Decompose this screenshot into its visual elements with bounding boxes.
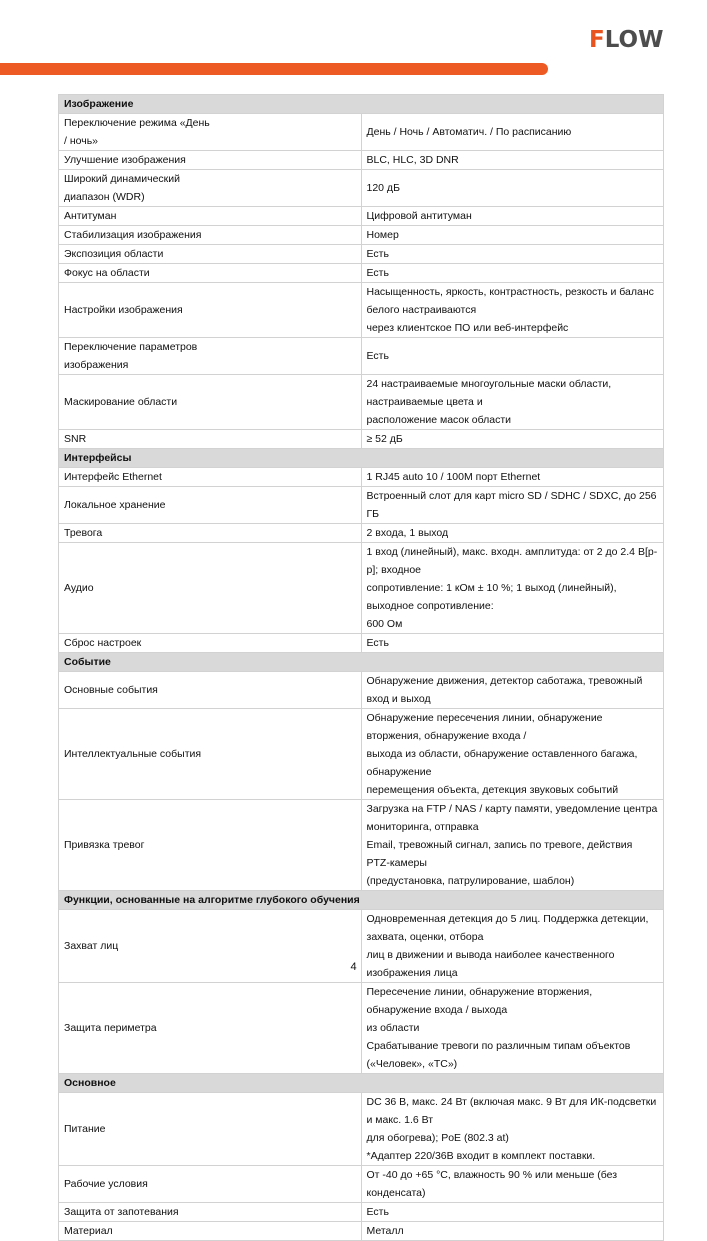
spec-row — [59, 114, 664, 151]
logo-accent-letter: F — [589, 27, 605, 53]
spec-value: 1 RJ45 auto 10 / 100M порт Ethernet — [361, 468, 664, 487]
section-header-row — [59, 95, 664, 114]
spec-value: Номер — [361, 226, 664, 245]
spec-row — [59, 1166, 664, 1203]
spec-row — [59, 1093, 664, 1166]
spec-value: Встроенный слот для карт micro SD / SDHC / SDXC, до 256 ГБ — [361, 487, 664, 524]
spec-value: Насыщенность, яркость, контрастность, резкость и баланс белого настраиваются через клиентское ПО или веб-интерфейс — [361, 283, 664, 338]
section-title: Событие — [59, 653, 664, 672]
section-title: Основное — [59, 1074, 664, 1093]
spec-label: Привязка тревог — [59, 800, 362, 891]
spec-row — [59, 983, 664, 1074]
spec-value: Обнаружение пересечения линии, обнаружение вторжения, обнаружение входа / выхода из области, обнаружение оставленного багажа, обнаружение перемещения объекта, детекция звуковых событий — [361, 709, 664, 800]
spec-value: От -40 до +65 °C, влажность 90 % или меньше (без конденсата) — [361, 1166, 664, 1203]
spec-value: Есть — [361, 1203, 664, 1222]
logo-rest: LOW — [604, 27, 664, 53]
spec-label: Переключение параметров изображения — [59, 338, 362, 375]
spec-value: Есть — [361, 264, 664, 283]
spec-value: Пересечение линии, обнаружение вторжения, обнаружение входа / выхода из области Срабатывание тревоги по различным типам объектов («Человек», «ТС») — [361, 983, 664, 1074]
spec-row — [59, 487, 664, 524]
spec-value: 120 дБ — [361, 170, 664, 207]
spec-row — [59, 800, 664, 891]
spec-value: Есть — [361, 338, 664, 375]
spec-value: Одновременная детекция до 5 лиц. Поддержка детекции, захвата, оценки, отбора лиц в движении и вывода наиболее качественного изображения лица — [361, 910, 664, 983]
spec-label: Рабочие условия — [59, 1166, 362, 1203]
spec-label: Основные события — [59, 672, 362, 709]
spec-label: Переключение режима «День / ночь» — [59, 114, 362, 151]
spec-value: BLC, HLC, 3D DNR — [361, 151, 664, 170]
spec-label: Широкий динамический диапазон (WDR) — [59, 170, 362, 207]
spec-label: Тревога — [59, 524, 362, 543]
spec-value: Есть — [361, 634, 664, 653]
spec-label: Антитуман — [59, 207, 362, 226]
spec-value: 1 вход (линейный), макс. входн. амплитуда: от 2 до 2.4 В[p-p]; входное сопротивление: 1 кОм ± 10 %; 1 выход (линейный), выходное сопротивление: 600 Ом — [361, 543, 664, 634]
spec-row — [59, 151, 664, 170]
spec-row — [59, 207, 664, 226]
spec-label: Защита периметра — [59, 983, 362, 1074]
spec-row — [59, 709, 664, 800]
spec-value: DC 36 В, макс. 24 Вт (включая макс. 9 Вт для ИК-подсветки и макс. 1.6 Вт для обогрева); PoE (802.3 at) *Адаптер 220/36В входит в комплект поставки. — [361, 1093, 664, 1166]
spec-label: Сброс настроек — [59, 634, 362, 653]
section-title: Функции, основанные на алгоритме глубокого обучения — [59, 891, 664, 910]
section-title: Интерфейсы — [59, 449, 664, 468]
page-number: 4 — [350, 961, 357, 973]
spec-row — [59, 264, 664, 283]
spec-label: Питание — [59, 1093, 362, 1166]
spec-row — [59, 634, 664, 653]
spec-label: Интерфейс Ethernet — [59, 468, 362, 487]
spec-value: Есть — [361, 245, 664, 264]
flow-logo — [589, 28, 679, 52]
spec-label: Экспозиция области — [59, 245, 362, 264]
section-header-row — [59, 653, 664, 672]
spec-row — [59, 1203, 664, 1222]
spec-value: ≥ 52 дБ — [361, 430, 664, 449]
spec-label: Стабилизация изображения — [59, 226, 362, 245]
spec-label: Захват лиц — [59, 910, 362, 983]
spec-row — [59, 524, 664, 543]
spec-row — [59, 468, 664, 487]
section-header-row — [59, 891, 664, 910]
section-header-row — [59, 1074, 664, 1093]
spec-row — [59, 338, 664, 375]
spec-row — [59, 226, 664, 245]
spec-label: Улучшение изображения — [59, 151, 362, 170]
spec-row — [59, 375, 664, 430]
spec-table — [58, 94, 664, 1241]
spec-row — [59, 1222, 664, 1241]
spec-row — [59, 283, 664, 338]
section-header-row — [59, 449, 664, 468]
section-title: Изображение — [59, 95, 664, 114]
spec-label: SNR — [59, 430, 362, 449]
spec-label: Аудио — [59, 543, 362, 634]
spec-row — [59, 430, 664, 449]
header-accent-bar — [0, 63, 548, 75]
spec-value: Металл — [361, 1222, 664, 1241]
spec-label: Локальное хранение — [59, 487, 362, 524]
spec-value: Загрузка на FTP / NAS / карту памяти, уведомление центра мониторинга, отправка Email, тревожный сигнал, запись по тревоге, действия PTZ-камеры (предустановка, патрулирование, шаблон) — [361, 800, 664, 891]
spec-value: Цифровой антитуман — [361, 207, 664, 226]
spec-table-body — [59, 95, 664, 1241]
spec-row — [59, 245, 664, 264]
spec-label: Интеллектуальные события — [59, 709, 362, 800]
spec-label: Материал — [59, 1222, 362, 1241]
spec-value: День / Ночь / Автоматич. / По расписанию — [361, 114, 664, 151]
spec-value: 24 настраиваемые многоугольные маски области, настраиваемые цвета и расположение масок области — [361, 375, 664, 430]
spec-value: 2 входа, 1 выход — [361, 524, 664, 543]
spec-label: Настройки изображения — [59, 283, 362, 338]
spec-row — [59, 170, 664, 207]
spec-label: Фокус на области — [59, 264, 362, 283]
spec-label: Защита от запотевания — [59, 1203, 362, 1222]
spec-value: Обнаружение движения, детектор саботажа, тревожный вход и выход — [361, 672, 664, 709]
spec-row — [59, 543, 664, 634]
spec-row — [59, 672, 664, 709]
spec-label: Маскирование области — [59, 375, 362, 430]
